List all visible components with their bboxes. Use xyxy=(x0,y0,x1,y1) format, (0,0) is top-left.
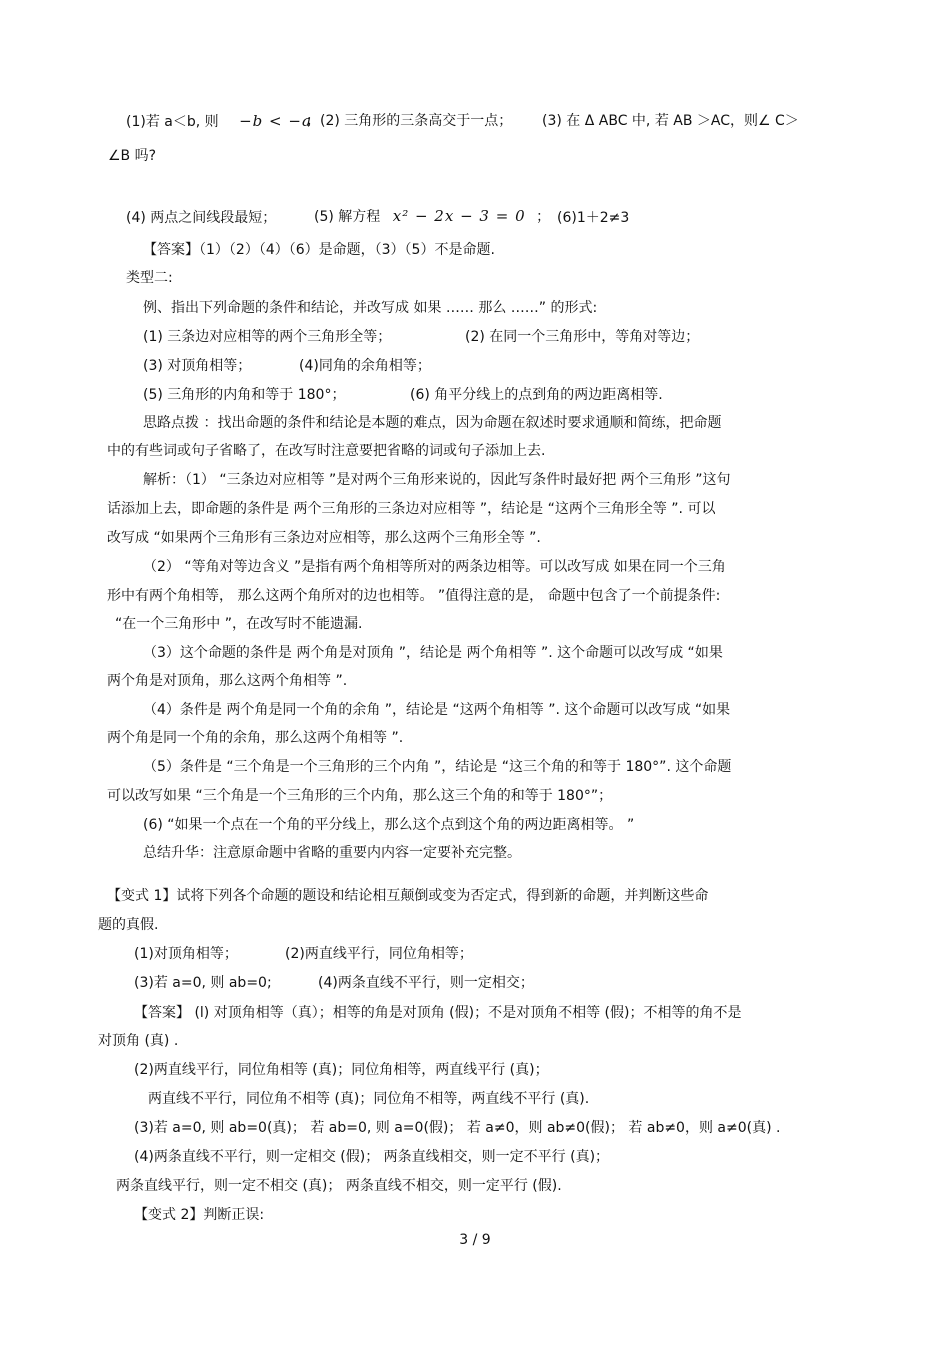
summary-line: 总结升华：注意原命题中省略的重要内内容一定要补充完整。 xyxy=(143,845,521,861)
example-item-2: (2) 在同一个三角形中，等角对等边； xyxy=(465,329,700,345)
question-3-continuation: ∠B 吗? xyxy=(108,148,157,164)
inequality-formula: −b < −a xyxy=(239,112,312,130)
analysis-line-12: 可以改写如果 “三个角是一个三角形的三个内角，那么这三个角的和等于 180°”； xyxy=(107,788,613,804)
analysis-line-7: （3）这个命题的条件是 两个角是对顶角 ”，结论是 两个角相等 ”. 这个命题可以改写成 “如果 xyxy=(143,645,723,661)
variant-1-heading: 【变式 1】试将下列各个命题的题设和结论相互颠倒或变为否定式，得到新的命题，并判断这些命 xyxy=(107,888,709,904)
example-item-5: (5) 三角形的内角和等于 180°； xyxy=(143,387,346,403)
analysis-line-8: 两个角是对顶角，那么这两个角相等 ”. xyxy=(107,673,348,689)
question-4-text: (4) 两点之间线段最短； xyxy=(126,210,277,226)
question-1-prefix: (1)若 a＜b, 则 xyxy=(126,114,219,130)
question-6-text: (6)1＋2≠3 xyxy=(557,210,630,226)
analysis-line-2: 话添加上去，即命题的条件是 两个三角形的三条边对应相等 ”，结论是 “这两个三角形全等 ”. 可以 xyxy=(107,501,716,517)
variant-1-item-2: (2)两直线平行，同位角相等； xyxy=(285,946,473,962)
example-prompt: 例、指出下列命题的条件和结论，并改写成 如果 …… 那么 ……” 的形式: xyxy=(143,300,598,316)
variant-1-answer-line-2: 对顶角 (真) . xyxy=(98,1033,179,1049)
example-item-1: (1) 三条边对应相等的两个三角形全等； xyxy=(143,329,392,345)
variant-1-answer-line-4: 两直线不平行，同位角不相等 (真)；同位角不相等，两直线不平行 (真). xyxy=(148,1091,590,1107)
question-5-text xyxy=(314,206,550,227)
analysis-line-3: 改写成 “如果两个三角形有三条边对应相等，那么这两个三角形全等 ”. xyxy=(107,530,541,546)
analysis-line-13: (6) “如果一个点在一个角的平分线上，那么这个点到这个角的两边距离相等。 ” xyxy=(143,817,635,833)
analysis-line-6: “在一个三角形中 ”，在改写时不能遗漏. xyxy=(115,616,363,632)
variant-1-answer-line-1: 【答案】 (l) 对顶角相等（真）；相等的角是对顶角 (假)；不是对顶角不相等 (假)；不相等的角不是 xyxy=(134,1005,742,1021)
question-3-text: (3) 在 Δ ABC 中, 若 AB ＞AC，则∠ C＞ xyxy=(542,113,799,129)
variant-1-item-3: (3)若 a=0, 则 ab=0; xyxy=(134,975,272,991)
variant-2-heading: 【变式 2】判断正误: xyxy=(134,1207,265,1223)
analysis-line-10: 两个角是同一个角的余角，那么这两个角相等 ”. xyxy=(107,730,404,746)
example-item-4: (4)同角的余角相等； xyxy=(299,358,431,374)
page-number: 3 / 9 xyxy=(459,1232,491,1248)
example-item-3: (3) 对顶角相等； xyxy=(143,358,252,374)
analysis-line-1: 解析：（1） “三条边对应相等 ”是对两个三角形来说的，因此写条件时最好把 两个三角形 ”这句 xyxy=(143,472,731,488)
question-1-text xyxy=(126,111,312,132)
thinking-hint-line-2: 中的有些词或句子省略了，在改写时注意要把省略的词或句子添加上去. xyxy=(107,443,546,459)
question-5-suffix: ； xyxy=(536,209,551,225)
analysis-line-9: （4）条件是 两个角是同一个角的余角 ”，结论是 “这两个角相等 ”. 这个命题可以改写成 “如果 xyxy=(143,702,731,718)
question-5-prefix: (5) 解方程 xyxy=(314,209,381,225)
thinking-hint-line-1: 思路点拨 ：找出命题的条件和结论是本题的难点，因为命题在叙述时要求通顺和简练，把命题 xyxy=(143,415,722,431)
variant-1-answer-line-5: (3)若 a=0, 则 ab=0(真)； 若 ab=0, 则 a=0(假)； 若 a≠0，则 ab≠0(假)； 若 ab≠0，则 a≠0(真) . xyxy=(134,1120,781,1136)
analysis-line-5: 形中有两个角相等， 那么这两个角所对的边也相等。 ”值得注意的是， 命题中包含了一个前提条件: xyxy=(107,588,721,604)
analysis-line-11: （5）条件是 “三个角是一个三角形的三个内角 ”，结论是 “这三个角的和等于 180°”. 这个命题 xyxy=(143,759,732,775)
variant-1-heading-cont: 题的真假. xyxy=(98,917,159,933)
answer-line: 【答案】（1）（2）（4）（6）是命题，（3）（5）不是命题. xyxy=(143,242,495,258)
analysis-line-4: （2） “等角对等边含义 ”是指有两个角相等所对的两条边相等。可以改写成 如果在同一个三角 xyxy=(143,559,726,575)
variant-1-answer-line-7: 两条直线平行，则一定不相交 (真)； 两条直线不相交，则一定平行 (假). xyxy=(116,1178,562,1194)
question-2-text: ；(2) 三角形的三条高交于一点； xyxy=(306,113,513,129)
variant-1-answer-line-3: (2)两直线平行，同位角相等 (真)；同位角相等，两直线平行 (真)； xyxy=(134,1062,549,1078)
equation-formula: x² − 2x − 3 = 0 xyxy=(392,207,526,225)
variant-1-item-1: (1)对顶角相等； xyxy=(134,946,238,962)
variant-1-item-4: (4)两条直线不平行，则一定相交； xyxy=(318,975,534,991)
example-item-6: (6) 角平分线上的点到角的两边距离相等. xyxy=(410,387,663,403)
type-two-heading: 类型二: xyxy=(126,270,173,286)
variant-1-answer-line-6: (4)两条直线不平行，则一定相交 (假)； 两条直线相交，则一定不平行 (真)； xyxy=(134,1149,610,1165)
